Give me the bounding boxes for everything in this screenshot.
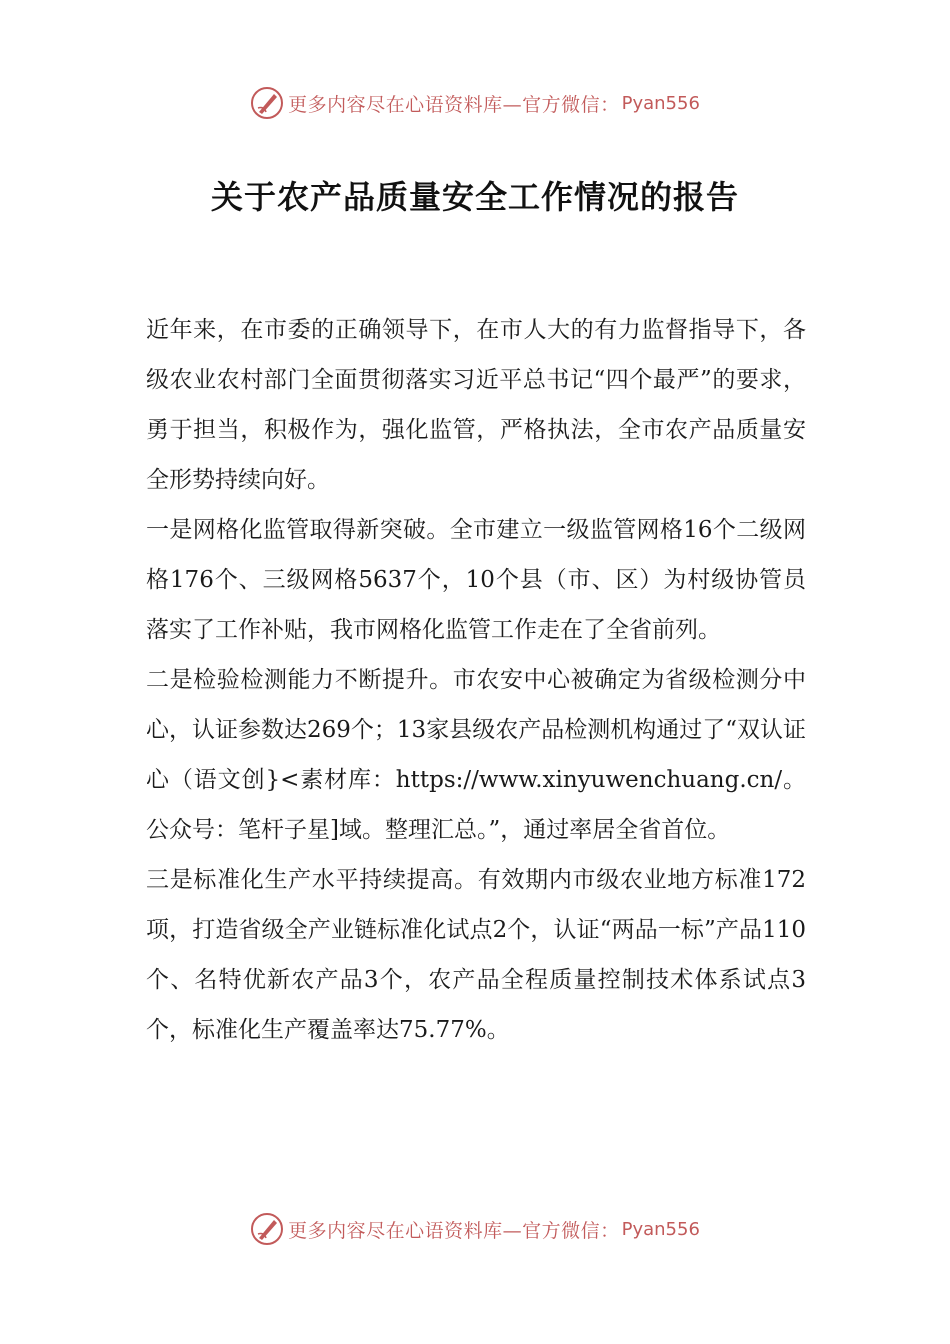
- footer-banner: [0, 1209, 950, 1249]
- banner-text: 更多内容尽在心语资料库—官方微信：: [288, 1219, 620, 1242]
- paragraph-intro: 近年来，在市委的正确领导下，在市人大的有力监督指导下，各级农业农村部门全面贯彻落实习近平总书记“四个最严”的要求，勇于担当，积极作为，强化监管，严格执法，全市农产品质量安全形势持续向好。: [146, 317, 806, 493]
- paragraph-grid-supervision: 一是网格化监管取得新突破。全市建立一级监管网格16个二级网格176个、三级网格5637个，10个县（市、区）为村级协管员落实了工作补贴，我市网格化监管工作走在了全省前列。: [146, 517, 806, 643]
- quill-logo-icon: [250, 86, 284, 120]
- header-banner: [0, 83, 950, 123]
- wechat-id: Pyan556: [621, 1218, 700, 1240]
- paragraph-standardization: 三是标准化生产水平持续提高。有效期内市级农业地方标准172项，打造省级全产业链标准化试点2个，认证“两品一标”产品110个、名特优新农产品3个，农产品全程质量控制技术体系试点3个，标准化生产覆盖率达75.77%。: [146, 867, 806, 1043]
- wechat-id: Pyan556: [621, 92, 700, 114]
- paragraph-testing-capacity: 二是检验检测能力不断提升。市农安中心被确定为省级检测分中心，认证参数达269个；13家县级农产品检测机构通过了“双认证心（语文创}<素材库：https://www.xinyuwenchuang.cn/。公众号：笔杆子星]域。整理汇总。”，通过率居全省首位。: [146, 667, 806, 843]
- quill-logo-icon: [250, 1212, 284, 1246]
- document-body: [146, 305, 806, 1055]
- page-title: 关于农产品质量安全工作情况的报告: [210, 178, 739, 216]
- banner-text: 更多内容尽在心语资料库—官方微信：: [288, 93, 620, 116]
